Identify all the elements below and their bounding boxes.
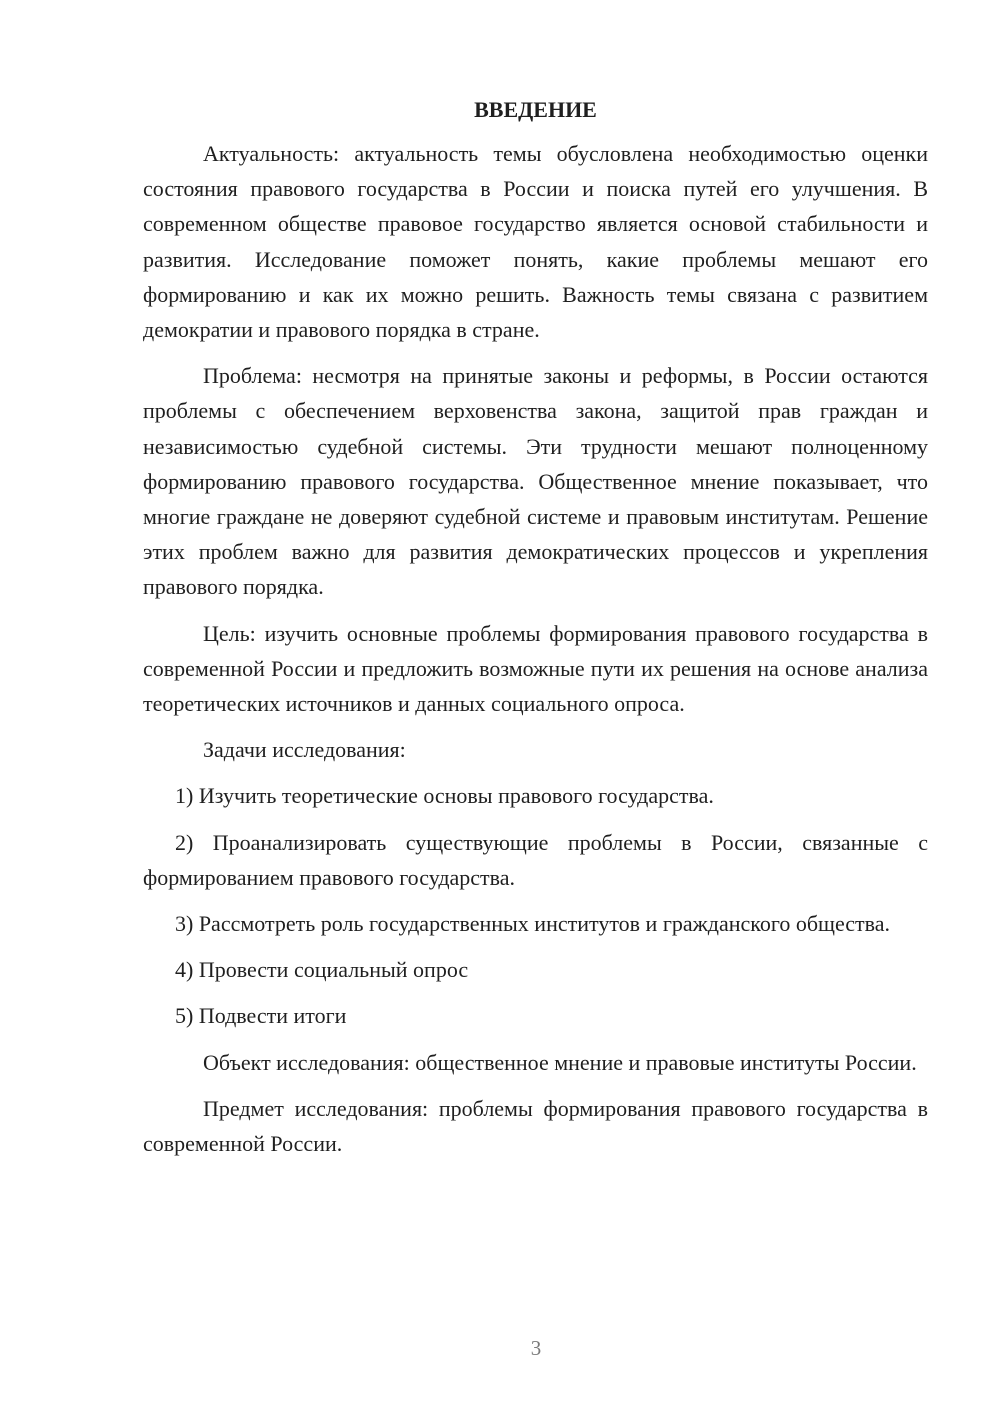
paragraph-tasks-heading: Задачи исследования: <box>203 737 406 763</box>
task-item-3: 3) Рассмотреть роль государственных институтов и гражданского общества. <box>175 911 891 937</box>
paragraph-problem: Проблема: несмотря на принятые законы и реформы, в России остаются проблемы с обеспечением верховенства закона, защитой прав граждан и независимостью судебной системы. Эти трудности мешают полноценному формированию правового государства. Общественное мнение показывает, что многие граждане не доверяют судебной системе и правовым институтам. Решение этих проблем важно для развития демократических процессов и укрепления правового порядка. <box>143 363 928 600</box>
task-list <box>143 778 928 1033</box>
page-title: ВВЕДЕНИЕ <box>474 97 597 122</box>
task-item-4: 4) Провести социальный опрос <box>175 957 469 983</box>
document-page <box>143 94 928 1172</box>
task-item-2: 2) Проанализировать существующие проблемы в России, связанные с формированием правового государства. <box>143 829 928 890</box>
task-item-1: 1) Изучить теоретические основы правового государства. <box>175 783 714 809</box>
paragraph-relevance: Актуальность: актуальность темы обусловлена необходимостью оценки состояния правового государства в России и поиска путей его улучшения. В современном обществе правовое государство является основой стабильности и развития. Исследование поможет понять, какие проблемы мешают его формированию и как их можно решить. Важность темы связана с развитием демократии и правового порядка в стране. <box>143 141 928 343</box>
paragraph-goal: Цель: изучить основные проблемы формирования правового государства в современной России и предложить возможные пути их решения на основе анализа теоретических источников и данных социального опроса. <box>143 620 928 717</box>
paragraph-object: Объект исследования: общественное мнение и правовые институты России. <box>203 1049 917 1075</box>
paragraph-subject: Предмет исследования: проблемы формирования правового государства в современной России. <box>143 1095 928 1157</box>
task-item-5: 5) Подвести итоги <box>175 1003 347 1029</box>
page-number: 3 <box>530 1336 542 1360</box>
